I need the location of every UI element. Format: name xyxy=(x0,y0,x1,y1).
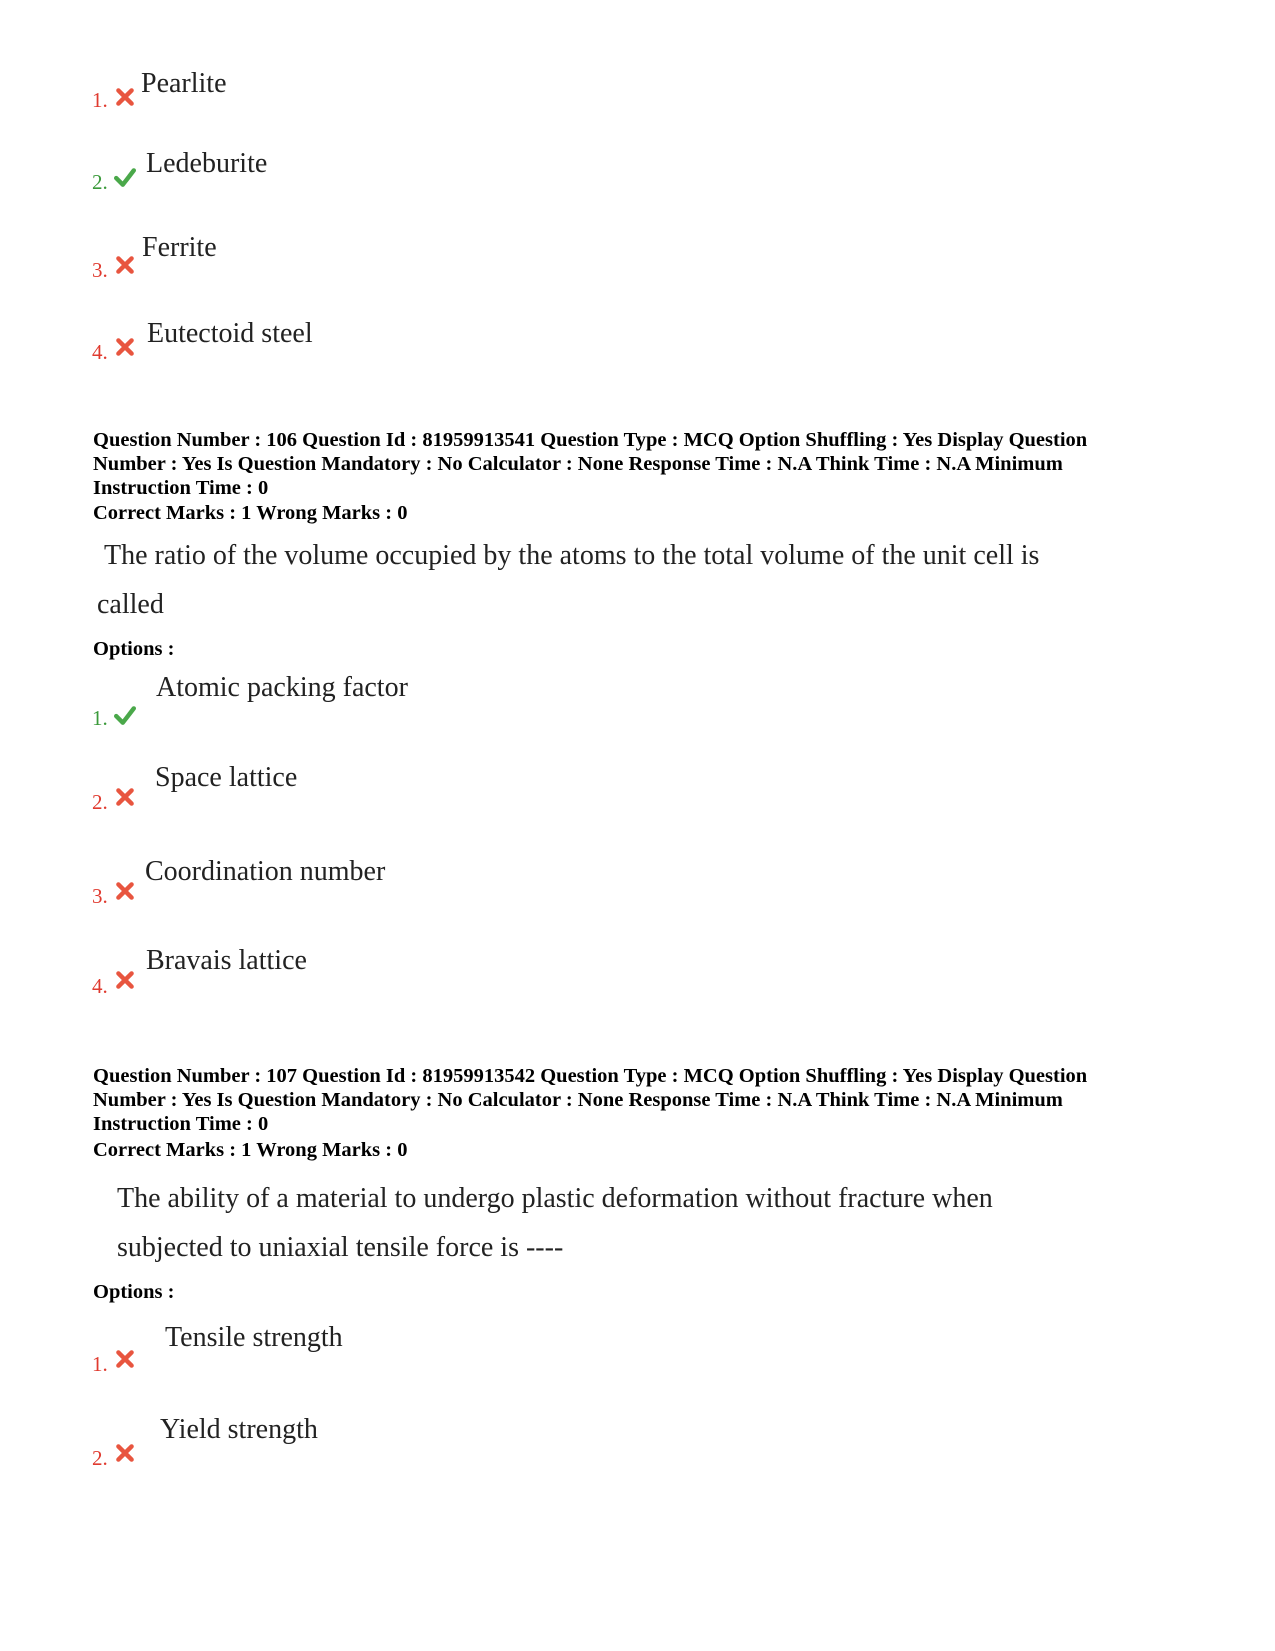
metadata-line: Question Number : 106 Question Id : 81959913541 Question Type : MCQ Option Shuffling : Yes Display Question xyxy=(93,429,1088,451)
q107-metadata xyxy=(93,1064,1193,1136)
metadata-line: Instruction Time : 0 xyxy=(93,477,269,499)
q106-question-line-2: called xyxy=(97,589,164,620)
q106-option-2 xyxy=(92,762,692,822)
metadata-line: Instruction Time : 0 xyxy=(93,1113,269,1135)
wrong-cross-icon xyxy=(114,1442,136,1464)
q107-option-1 xyxy=(92,1322,692,1382)
q105-option-1 xyxy=(92,68,692,128)
q106-option-1 xyxy=(92,672,692,732)
wrong-cross-icon xyxy=(114,336,136,358)
q107-marks: Correct Marks : 1 Wrong Marks : 0 xyxy=(93,1139,408,1161)
q106-option-3 xyxy=(92,856,692,916)
option-text: Eutectoid steel xyxy=(147,318,313,349)
q105-option-3 xyxy=(92,232,692,292)
correct-check-icon xyxy=(114,704,136,726)
option-number: 3. xyxy=(92,258,108,282)
q107-question-line-1: The ability of a material to undergo plastic deformation without fracture when xyxy=(117,1183,993,1214)
q107-option-2 xyxy=(92,1414,692,1474)
wrong-cross-icon xyxy=(114,254,136,276)
option-number: 2. xyxy=(92,790,108,814)
option-number: 2. xyxy=(92,170,108,194)
wrong-cross-icon xyxy=(114,969,136,991)
option-number: 1. xyxy=(92,88,108,112)
q107-question-line-2: subjected to uniaxial tensile force is ---- xyxy=(117,1232,564,1263)
wrong-cross-icon xyxy=(114,86,136,108)
q106-options-label: Options : xyxy=(93,638,175,660)
option-number: 4. xyxy=(92,974,108,998)
option-text: Ferrite xyxy=(142,232,217,263)
metadata-line: Number : Yes Is Question Mandatory : No Calculator : None Response Time : N.A Think Time : N.A Minimum xyxy=(93,1089,1063,1111)
q106-marks: Correct Marks : 1 Wrong Marks : 0 xyxy=(93,502,408,524)
option-number: 1. xyxy=(92,1352,108,1376)
metadata-line: Number : Yes Is Question Mandatory : No Calculator : None Response Time : N.A Think Time : N.A Minimum xyxy=(93,453,1063,475)
q106-question-line-1: The ratio of the volume occupied by the atoms to the total volume of the unit cell is xyxy=(104,540,1040,571)
correct-check-icon xyxy=(114,166,136,188)
option-text: Coordination number xyxy=(145,856,386,887)
option-text: Space lattice xyxy=(155,762,298,793)
option-text: Yield strength xyxy=(160,1414,318,1445)
option-text: Bravais lattice xyxy=(146,945,307,976)
wrong-cross-icon xyxy=(114,786,136,808)
q105-option-2 xyxy=(92,148,692,208)
option-number: 1. xyxy=(92,706,108,730)
option-number: 2. xyxy=(92,1446,108,1470)
option-text: Ledeburite xyxy=(146,148,268,179)
q107-options-label: Options : xyxy=(93,1281,175,1303)
option-text: Atomic packing factor xyxy=(156,672,408,703)
option-text: Pearlite xyxy=(141,68,227,99)
q106-metadata xyxy=(93,428,1193,500)
metadata-line: Question Number : 107 Question Id : 81959913542 Question Type : MCQ Option Shuffling : Yes Display Question xyxy=(93,1065,1088,1087)
q106-option-4 xyxy=(92,945,692,1005)
wrong-cross-icon xyxy=(114,1348,136,1370)
q105-option-4 xyxy=(92,318,692,378)
option-number: 4. xyxy=(92,340,108,364)
wrong-cross-icon xyxy=(114,880,136,902)
option-text: Tensile strength xyxy=(165,1322,343,1353)
option-number: 3. xyxy=(92,884,108,908)
